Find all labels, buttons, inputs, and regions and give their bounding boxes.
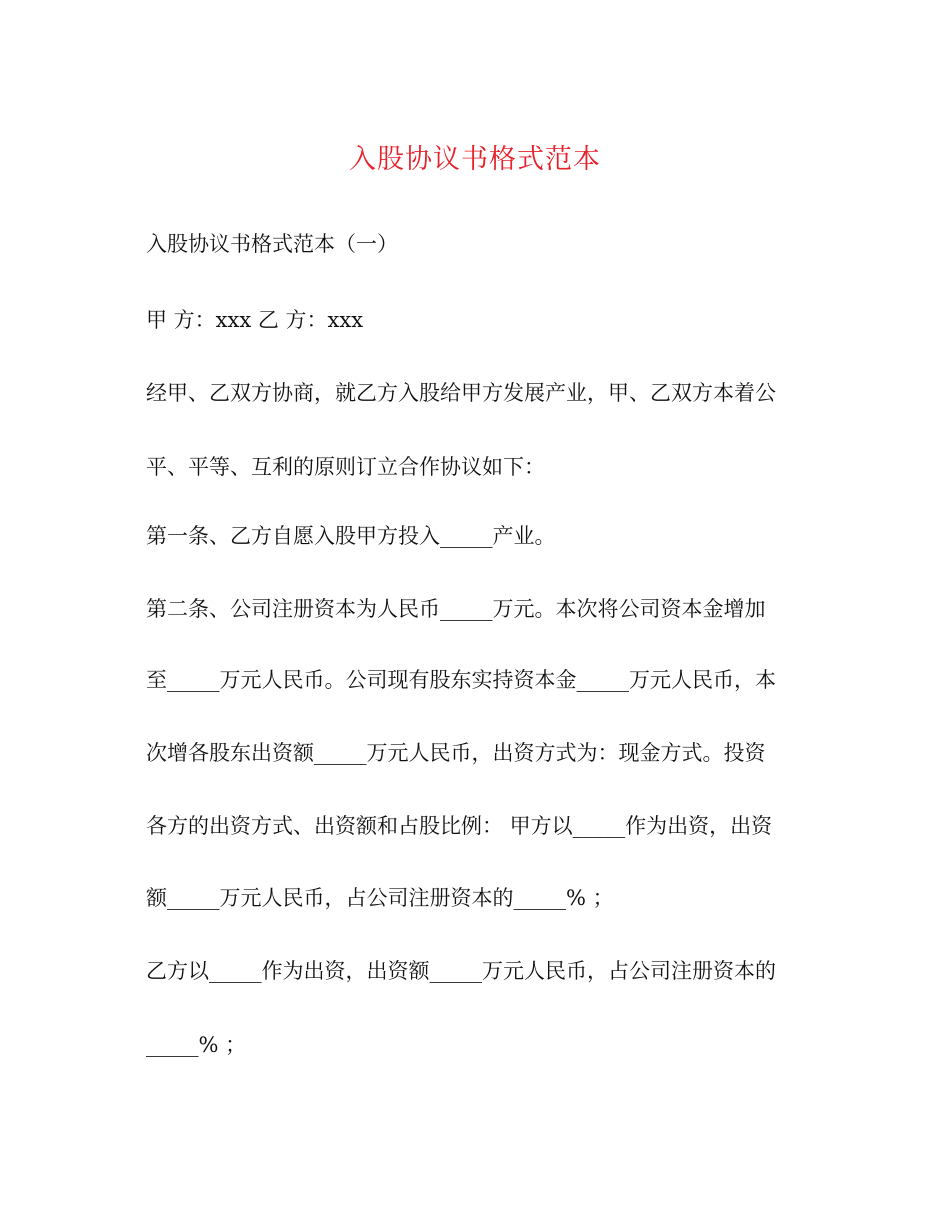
article-2-line-5: 额_____万元人民币，占公司注册资本的_____% ； [146,886,614,910]
document-title: 入股协议书格式范本 [349,144,601,175]
body-line-1: 经甲、乙双方协商，就乙方入股给甲方发展产业，甲、乙双方本着公 [146,381,776,405]
article-1-line: 第一条、乙方自愿入股甲方投入_____产业。 [146,524,556,548]
article-2-line-3: 次增各股东出资额_____万元人民币，出资方式为：现金方式。投资 [146,741,766,765]
article-2-line-6: 乙方以_____作为出资，出资额_____万元人民币，占公司注册资本的 [146,959,776,983]
section-heading: 入股协议书格式范本（一） [146,232,398,256]
article-2-line-7: _____% ； [146,1033,247,1057]
parties-line: 甲 方：xxx 乙 方：xxx [146,308,364,332]
article-2-line-4: 各方的出资方式、出资额和占股比例： 甲方以_____作为出资，出资 [146,814,773,838]
article-2-line-2: 至_____万元人民币。公司现有股东实持资本金_____万元人民币，本 [146,668,776,692]
article-2-line-1: 第二条、公司注册资本为人民币_____万元。本次将公司资本金增加 [146,597,766,621]
body-line-2: 平、平等、互利的原则订立合作协议如下： [146,455,545,479]
